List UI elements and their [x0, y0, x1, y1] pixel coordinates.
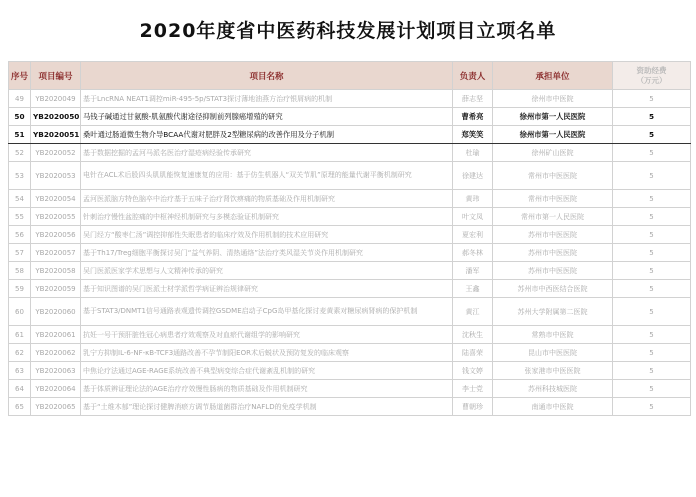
cell-seq: 61: [9, 326, 31, 344]
table-row-highlighted: [9, 108, 691, 126]
cell-code: YB2020059: [31, 280, 81, 298]
header-leader: 负责人: [453, 62, 493, 90]
cell-seq: 57: [9, 244, 31, 262]
cell-seq: 60: [9, 298, 31, 326]
cell-unit: 徐州矿山医院: [493, 144, 613, 162]
cell-fund: 5: [613, 398, 691, 416]
cell-leader: 李士党: [453, 380, 493, 398]
cell-unit: 常州市中医医院: [493, 162, 613, 190]
cell-unit: 昆山市中医医院: [493, 344, 613, 362]
cell-unit: 张家港市中医医院: [493, 362, 613, 380]
table-row: [9, 380, 691, 398]
cell-leader: 沈秋生: [453, 326, 493, 344]
cell-code: YB2020051: [31, 126, 81, 144]
table-row: [9, 298, 691, 326]
header-unit: 承担单位: [493, 62, 613, 90]
table-row: [9, 90, 691, 108]
cell-name: 基于LncRNA NEAT1调控miR-495-5p/STAT3探讨薄地油燕方治疗银屑病的机制: [81, 90, 453, 108]
cell-seq: 49: [9, 90, 31, 108]
cell-unit: 苏州科技城医院: [493, 380, 613, 398]
table-row: [9, 244, 691, 262]
cell-fund: 5: [613, 144, 691, 162]
cell-leader: 薛志坚: [453, 90, 493, 108]
cell-fund: 5: [613, 162, 691, 190]
cell-seq: 51: [9, 126, 31, 144]
cell-unit: 常州市第一人民医院: [493, 208, 613, 226]
table-row: [9, 362, 691, 380]
cell-name: 桑叶通过肠道微生物介导BCAA代谢对肥胖及2型糖尿病的改善作用及分子机制: [81, 126, 453, 144]
cell-fund: 5: [613, 208, 691, 226]
cell-seq: 52: [9, 144, 31, 162]
table-row: [9, 344, 691, 362]
table-row: [9, 262, 691, 280]
cell-code: YB2020062: [31, 344, 81, 362]
cell-seq: 58: [9, 262, 31, 280]
cell-fund: 5: [613, 244, 691, 262]
cell-unit: 苏州市中医医院: [493, 226, 613, 244]
cell-name: 基于“土维木郁”理论探讨健脾消瘀方调节肠道菌群治疗NAFLD的免疫学机制: [81, 398, 453, 416]
cell-leader: 陆喜荣: [453, 344, 493, 362]
cell-seq: 54: [9, 190, 31, 208]
cell-leader: 潘军: [453, 262, 493, 280]
cell-code: YB2020064: [31, 380, 81, 398]
table-row: [9, 162, 691, 190]
cell-seq: 64: [9, 380, 31, 398]
cell-name: 吴门医派医家学术思想与人文精神传承的研究: [81, 262, 453, 280]
cell-leader: 徐建达: [453, 162, 493, 190]
cell-unit: 常州市中医医院: [493, 190, 613, 208]
table-row: [9, 280, 691, 298]
cell-leader: 杜瑜: [453, 144, 493, 162]
cell-unit: 常熟市中医院: [493, 326, 613, 344]
cell-code: YB2020057: [31, 244, 81, 262]
cell-name: 孟河医派脑方特色脑卒中治疗基于五味子治疗肾饮痹痛的物质基础及作用机制研究: [81, 190, 453, 208]
cell-seq: 65: [9, 398, 31, 416]
cell-leader: 夏宏利: [453, 226, 493, 244]
cell-unit: 南通市中医院: [493, 398, 613, 416]
cell-fund: 5: [613, 190, 691, 208]
table-row: [9, 326, 691, 344]
cell-name: 基于体质辨证理论法的AGE治疗疗效慢性肠病的物质基础及作用机制研究: [81, 380, 453, 398]
cell-name: 乳宁方抑制IL-6-NF-κB-TCF3通路改善不孕节制阳EOR术后蜕状及预防复发的临床观察: [81, 344, 453, 362]
cell-unit: 苏州市中西医结合医院: [493, 280, 613, 298]
table-row: [9, 144, 691, 162]
cell-code: YB2020049: [31, 90, 81, 108]
page-title: 2020年度省中医药科技发展计划项目立项名单: [139, 20, 557, 42]
table-row: [9, 208, 691, 226]
cell-code: YB2020065: [31, 398, 81, 416]
cell-seq: 53: [9, 162, 31, 190]
cell-name: 针刺治疗慢性盆腔痛的中枢神经机制研究与多模态验证机制研究: [81, 208, 453, 226]
cell-seq: 62: [9, 344, 31, 362]
cell-fund: 5: [613, 380, 691, 398]
cell-unit: 苏州大学附属第二医院: [493, 298, 613, 326]
cell-code: YB2020052: [31, 144, 81, 162]
cell-name: 基于STAT3/DNMT1信号通路表观遗传调控GSDME启动子CpG岛甲基化探讨麦黄素对糖尿病肾病的保护机制: [81, 298, 453, 326]
table-row: [9, 398, 691, 416]
cell-seq: 56: [9, 226, 31, 244]
cell-leader: 曹朝珍: [453, 398, 493, 416]
project-table: [8, 61, 691, 416]
cell-name: 抗妊一号干预肝脏性冠心病患者疗效观察及对血瘀代谢组学的影响研究: [81, 326, 453, 344]
table-row: [9, 190, 691, 208]
cell-fund: 5: [613, 126, 691, 144]
cell-code: YB2020050: [31, 108, 81, 126]
cell-unit: 苏州市中医医院: [493, 262, 613, 280]
header-fund-line1: 资助经费: [636, 65, 667, 75]
header-name: 项目名称: [81, 62, 453, 90]
cell-code: YB2020053: [31, 162, 81, 190]
cell-code: YB2020058: [31, 262, 81, 280]
cell-seq: 50: [9, 108, 31, 126]
cell-code: YB2020063: [31, 362, 81, 380]
table-row-highlighted: [9, 126, 691, 144]
cell-leader: 黄江: [453, 298, 493, 326]
cell-leader: 黄玮: [453, 190, 493, 208]
cell-unit: 徐州市第一人民医院: [493, 126, 613, 144]
cell-name: 基于数据挖掘的孟河马派名医治疗湿疮病经验传承研究: [81, 144, 453, 162]
cell-fund: 5: [613, 108, 691, 126]
cell-code: YB2020061: [31, 326, 81, 344]
cell-code: YB2020060: [31, 298, 81, 326]
cell-leader: 郑笑笑: [453, 126, 493, 144]
cell-seq: 59: [9, 280, 31, 298]
cell-leader: 王鑫: [453, 280, 493, 298]
cell-name: 基于知识图谱的吴门医派士材学派哲学病证辨治规律研究: [81, 280, 453, 298]
cell-unit: 徐州市中医院: [493, 90, 613, 108]
cell-code: YB2020056: [31, 226, 81, 244]
cell-fund: 5: [613, 226, 691, 244]
cell-unit: 徐州市第一人民医院: [493, 108, 613, 126]
header-seq: 序号: [9, 62, 31, 90]
cell-name: 中焦论疗法通过AGE-RAGE系统改善不典型病变综合症代谢紊乱机制的研究: [81, 362, 453, 380]
cell-seq: 55: [9, 208, 31, 226]
cell-fund: 5: [613, 362, 691, 380]
cell-fund: 5: [613, 280, 691, 298]
cell-seq: 63: [9, 362, 31, 380]
cell-code: YB2020054: [31, 190, 81, 208]
cell-fund: 5: [613, 298, 691, 326]
cell-fund: 5: [613, 344, 691, 362]
cell-leader: 郝冬林: [453, 244, 493, 262]
cell-name: 电针在ACL术后股四头肌肌能恢复速康复的应用：基于仿生机器人“双关节肌”原理的能量代谢平衡机制研究: [81, 162, 453, 190]
cell-leader: 钱文婷: [453, 362, 493, 380]
cell-name: 马钱子碱通过甘氨酸-肌氨酸代谢途径抑制前列腺癌增殖的研究: [81, 108, 453, 126]
cell-fund: 5: [613, 90, 691, 108]
header-fund-line2: （万元）: [636, 75, 667, 85]
cell-unit: 苏州市中医医院: [493, 244, 613, 262]
cell-code: YB2020055: [31, 208, 81, 226]
header-fund: [613, 62, 691, 90]
cell-fund: 5: [613, 326, 691, 344]
table-header-row: [9, 62, 691, 90]
cell-fund: 5: [613, 262, 691, 280]
cell-name: 吴门经方“酸枣仁汤”调控抑郁性失眠患者的临床疗效及作用机制的技术应用研究: [81, 226, 453, 244]
cell-leader: 曹希亮: [453, 108, 493, 126]
cell-leader: 叶文凤: [453, 208, 493, 226]
header-code: 项目编号: [31, 62, 81, 90]
table-row: [9, 226, 691, 244]
cell-name: 基于Th17/Treg细胞平衡探讨吴门“益气养阴、清热通络”法治疗类风湿关节炎作用机制研究: [81, 244, 453, 262]
